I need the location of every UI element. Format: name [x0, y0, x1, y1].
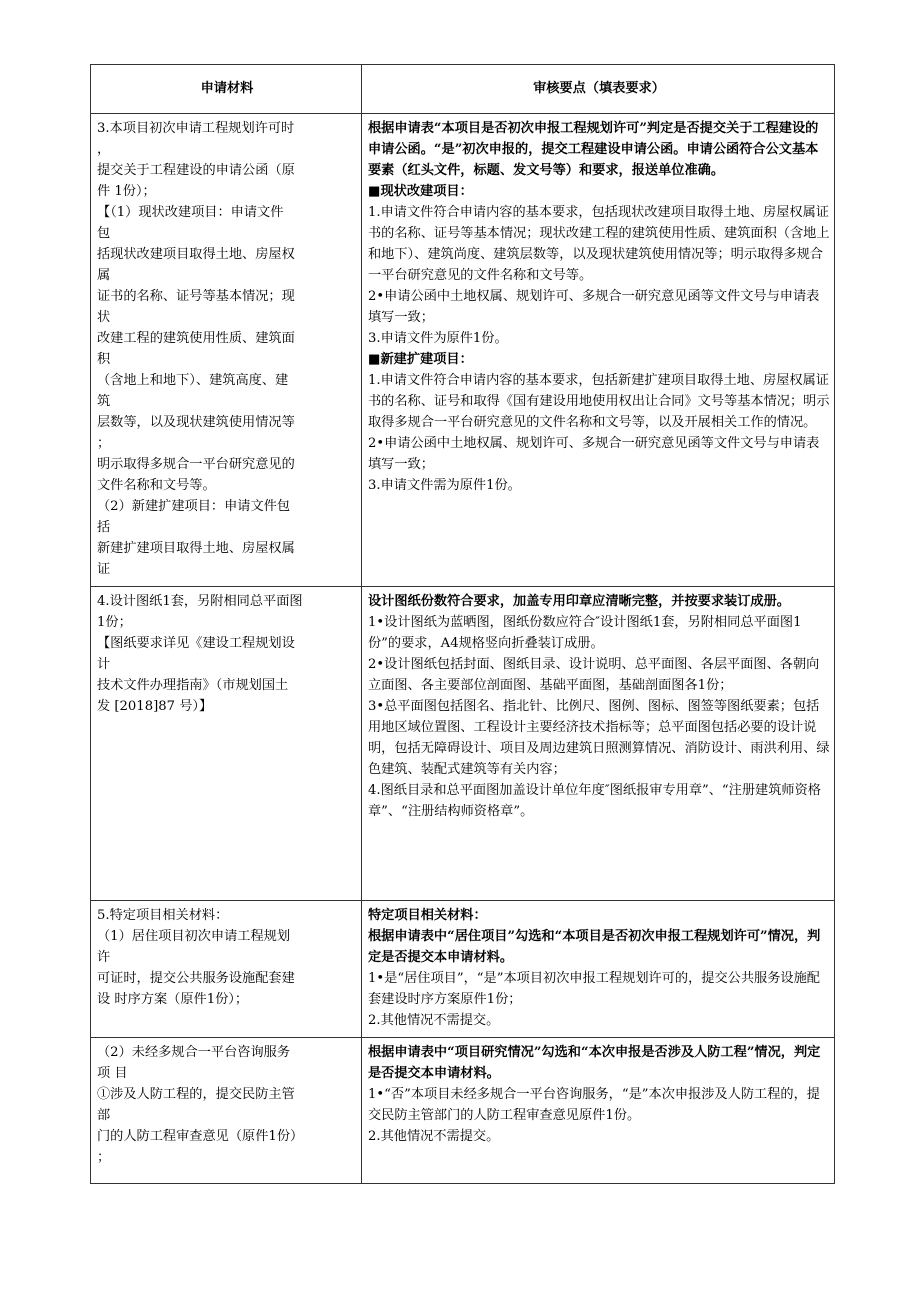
materials-line: 计: [97, 657, 111, 672]
materials-cell: [91, 114, 362, 587]
review-paragraph: 3•总平面图包括图名、指北针、比例尺、图例、图标、图签等图纸要素；包括用地区域位置图、工程设计主要经济技术指标等；总平面图包括必要的设计说明，包括无障碍设计、项目及周边建筑日照测算情况、消防设计、雨洪利用、绿色建筑、装配式建筑等有关内容；: [368, 699, 830, 777]
review-paragraph: 3.申请文件需为原件1份。: [368, 478, 521, 493]
materials-line: 证: [97, 562, 111, 577]
review-cell: [362, 114, 835, 587]
materials-line: ；: [97, 436, 111, 451]
review-paragraph: 1•是“居住项目”，“是”本项目初次申报工程规划许可的，提交公共服务设施配套建设时序方案原件1份；: [368, 971, 820, 1007]
materials-line: 部: [97, 1108, 111, 1123]
header-materials: 申请材料: [91, 65, 362, 114]
review-paragraph: 1•设计图纸为蓝晒图，图纸份数应符合″设计图纸1套，另附相同总平面图1份”的要求，A4规格竖向折叠装订成册。: [368, 615, 802, 651]
table-row: [91, 587, 835, 901]
materials-line: 括现状改建项目取得土地、房屋权: [97, 247, 295, 262]
table-row: [91, 901, 835, 1038]
review-paragraph: 设计图纸份数符合要求，加盖专用印章应清晰完整，并按要求装订成册。: [368, 594, 790, 609]
review-paragraph: 2.其他情况不需提交。: [368, 1129, 500, 1144]
review-table: [90, 64, 835, 1184]
review-paragraph: 特定项目相关材料：: [368, 908, 487, 923]
header-review-points: 审核要点（填表要求）: [362, 65, 835, 114]
materials-line: 属: [97, 268, 111, 283]
materials-line: ；: [97, 1150, 111, 1165]
materials-line: 件 1份）；: [97, 184, 156, 199]
materials-line: 4.设计图纸1套，另附相同总平面图: [97, 594, 303, 609]
materials-line: （2）新建扩建项目：申请文件包: [97, 499, 291, 514]
materials-line: 【（1）现状改建项目：申请文件: [97, 205, 284, 220]
review-paragraph: 2•设计图纸包括封面、图纸目录、设计说明、总平面图、各层平面图、各朝向立面图、各主要部位剖面图、基础平面图，基础剖面图各1份；: [368, 657, 820, 693]
review-cell: [362, 587, 835, 901]
materials-line: 筑: [97, 394, 111, 409]
materials-line: 状: [97, 310, 111, 325]
materials-line: （含地上和地下）、建筑高度、建: [97, 373, 289, 388]
materials-line: 5.特定项目相关材料：: [97, 908, 229, 923]
materials-line: 发 [2018]87 号）】: [97, 699, 213, 714]
materials-line: 提交关于工程建设的申请公函（原: [97, 163, 295, 178]
materials-line: 设 时序方案（原件1份）；: [97, 992, 249, 1007]
table-row: [91, 114, 835, 587]
review-paragraph: 根据申请表中“居住项目”勾选和“本项目是否初次申报工程规划许可”情况，判定是否提交本申请材料。: [368, 929, 821, 965]
materials-line: 明示取得多规合一平台研究意见的: [97, 457, 295, 472]
materials-line: 积: [97, 352, 111, 367]
materials-line: 层数等，以及现状建筑使用情况等: [97, 415, 295, 430]
materials-line: 包: [97, 226, 111, 241]
review-paragraph: 4.图纸目录和总平面图加盖设计单位年度″图纸报审专用章”、“注册建筑师资格章”、“注册结构师资格章”。: [368, 783, 821, 819]
review-paragraph: ■新建扩建项目：: [368, 352, 473, 367]
review-paragraph: 1•“否”本项目未经多规合一平台咨询服务，“是”本次申报涉及人防工程的，提交民防主管部门的人防工程审查意见原件1份。: [368, 1087, 820, 1123]
materials-line: 可证时，提交公共服务设施配套建: [97, 971, 295, 986]
review-paragraph: 1.申请文件符合申请内容的基本要求，包括现状改建项目取得土地、房屋权属证书的名称、证号等基本情况；现状改建工程的建筑使用性质、建筑面积（含地上和地下）、建筑尚度、建筑层数等，以及现状建筑使用情况等；明示取得多规合一平台研究意见的文件名称和文号等。: [368, 205, 830, 283]
materials-line: 括: [97, 520, 111, 535]
review-cell: [362, 901, 835, 1038]
materials-cell: [91, 1038, 362, 1184]
materials-line: （1）居住项目初次申请工程规划: [97, 929, 291, 944]
materials-line: 文件名称和文号等。: [97, 478, 216, 493]
materials-line: 门的人防工程审查意见（原件1份）: [97, 1129, 304, 1144]
table-row: [91, 1038, 835, 1184]
materials-line: 证书的名称、证号等基本情况；现: [97, 289, 295, 304]
materials-line: 【图纸要求详见《建设工程规划设: [97, 636, 295, 651]
review-paragraph: 2.其他情况不需提交。: [368, 1013, 500, 1028]
review-paragraph: 2•申请公函中土地权属、规划许可、多规合一研究意见函等文件文号与申请表填写一致；: [368, 436, 820, 472]
materials-line: （2）未经多规合一平台咨询服务: [97, 1045, 291, 1060]
materials-line: 项 目: [97, 1066, 128, 1081]
materials-cell: [91, 587, 362, 901]
materials-line: ①涉及人防工程的，提交民防主管: [97, 1087, 295, 1102]
review-paragraph: 根据申请表中“项目研究情况”勾选和“本次申报是否涉及人防工程”情况，判定是否提交本申请材料。: [368, 1045, 821, 1081]
materials-line: 3.本项目初次申请工程规划许可时: [97, 121, 295, 136]
review-paragraph: 3.申请文件为原件1份。: [368, 331, 508, 346]
materials-line: 技术文件办理指南》（市规划国土: [97, 678, 289, 693]
review-paragraph: 1.申请文件符合申请内容的基本要求，包括新建扩建项目取得土地、房屋权属证书的名称、证号和取得《国有建设用地使用权出让合同》文号等基本情况；明示取得多规合一平台研究意见的文件名称和文号等，以及开展相关工作的情况。: [368, 373, 830, 430]
materials-line: 改建工程的建筑使用性质、建筑面: [97, 331, 295, 346]
materials-line: 许: [97, 950, 111, 965]
review-paragraph: 根据申请表“本项目是否初次申报工程规划许可”判定是否提交关于工程建设的申请公函。“是”初次申报的，提交工程建设申请公函。申请公函符合公文基本要素（红头文件，标题、发文号等）和要求，报送单位准确。: [368, 121, 819, 178]
materials-cell: [91, 901, 362, 1038]
materials-line: ，: [97, 142, 111, 157]
materials-line: 1份；: [97, 615, 132, 630]
header-row: [91, 65, 835, 114]
review-paragraph: 2•申请公函中土地权属、规划许可、多规合一研究意见函等文件文号与申请表填写一致；: [368, 289, 820, 325]
materials-line: 新建扩建项目取得土地、房屋权属: [97, 541, 295, 556]
review-paragraph: ■现状改建项目：: [368, 184, 473, 199]
review-cell: [362, 1038, 835, 1184]
